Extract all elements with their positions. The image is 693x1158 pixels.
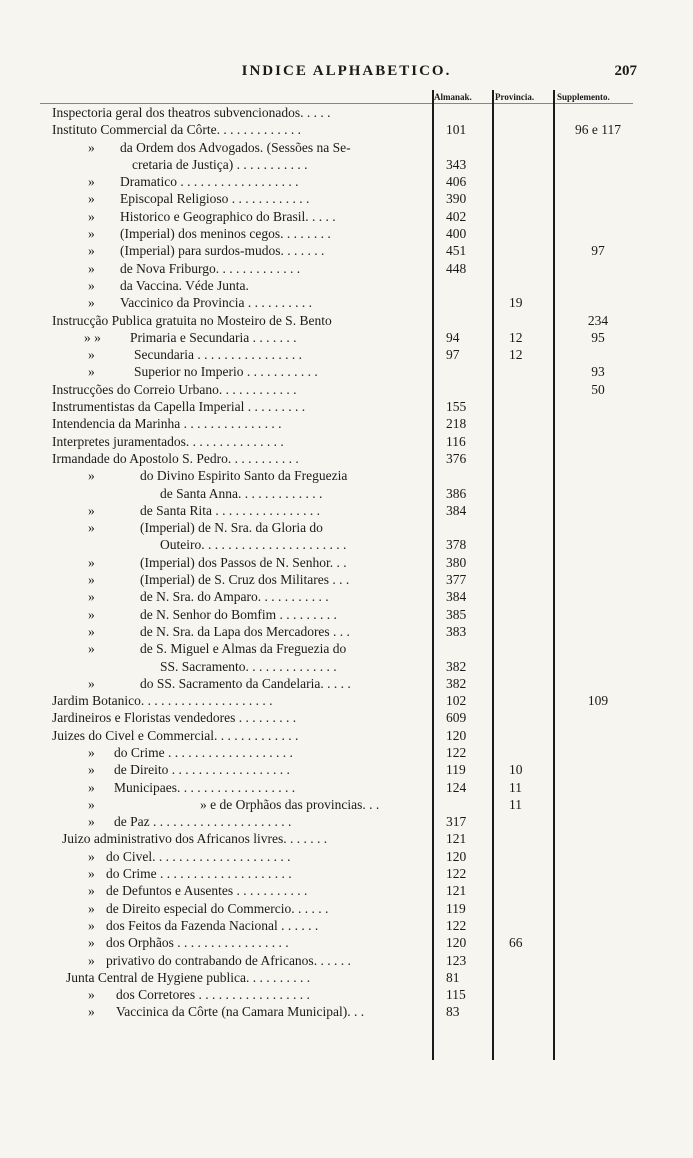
- entry-almanak-page: 386: [446, 485, 467, 501]
- entry-almanak-page: 121: [446, 831, 467, 847]
- entry-name: de N. Sra. da Lapa dos Mercadores . . .: [140, 623, 350, 639]
- entry-supplemento-page: 97: [591, 243, 605, 259]
- ditto-mark: »: [88, 675, 95, 691]
- entry-almanak-page: 451: [446, 243, 467, 259]
- index-entry: [0, 986, 693, 1003]
- ditto-mark: »: [88, 295, 95, 311]
- page-number: 207: [614, 63, 637, 79]
- entry-name: de Nova Friburgo. . . . . . . . . . . . .: [120, 260, 301, 276]
- entry-almanak-page: 83: [446, 1004, 460, 1020]
- entry-supplemento-page: 96 e 117: [575, 122, 621, 138]
- entry-almanak-page: 94: [446, 329, 460, 345]
- index-entry: [0, 588, 693, 605]
- index-entry: [0, 346, 693, 363]
- entry-name: Juizes do Civel e Commercial. . . . . . . . . . . . .: [52, 727, 299, 743]
- entry-provincia-page: 11: [509, 779, 522, 795]
- ditto-mark: »: [88, 866, 95, 882]
- ditto-mark: »: [88, 364, 95, 380]
- index-entry: [0, 830, 693, 847]
- entry-name: (Imperial) para surdos-mudos. . . . . . .: [120, 243, 325, 259]
- index-entry: [0, 1003, 693, 1020]
- entry-name: da Ordem dos Advogados. (Sessões na Se-: [120, 139, 351, 155]
- ditto-mark: »: [88, 641, 95, 657]
- entry-almanak-page: 122: [446, 744, 467, 760]
- index-entry: [0, 277, 693, 294]
- entry-almanak-page: 378: [446, 537, 467, 553]
- entry-name: dos Feitos da Fazenda Nacional . . . . . .: [106, 917, 319, 933]
- entry-provincia-page: 12: [509, 329, 523, 345]
- entry-name: de N. Sra. do Amparo. . . . . . . . . . .: [140, 589, 329, 605]
- ditto-mark: »: [88, 744, 95, 760]
- ditto-mark: »: [88, 554, 95, 570]
- index-entry: [0, 156, 693, 173]
- entry-almanak-page: 122: [446, 917, 467, 933]
- index-entry: [0, 848, 693, 865]
- index-entry: [0, 242, 693, 259]
- ditto-mark: »: [88, 502, 95, 518]
- index-entry: [0, 917, 693, 934]
- entry-name: Superior no Imperio . . . . . . . . . . .: [134, 364, 318, 380]
- entry-name: Jardim Botanico. . . . . . . . . . . . . . . . . . . .: [52, 693, 273, 709]
- index-entry: [0, 502, 693, 519]
- ditto-mark: »: [88, 572, 95, 588]
- entry-almanak-page: 123: [446, 952, 467, 968]
- entry-name: Irmandade do Apostolo S. Pedro. . . . . . . . . . .: [52, 450, 299, 466]
- ditto-mark: »: [88, 935, 95, 951]
- index-entry: [0, 485, 693, 502]
- ditto-mark: »: [88, 468, 95, 484]
- entry-almanak-page: 384: [446, 502, 467, 518]
- ditto-mark: »: [88, 606, 95, 622]
- ditto-mark: »: [88, 623, 95, 639]
- entry-almanak-page: 380: [446, 554, 467, 570]
- index-entry: [0, 865, 693, 882]
- index-entry: [0, 104, 693, 121]
- entry-name: cretaria de Justiça) . . . . . . . . . . .: [132, 156, 308, 172]
- ditto-mark: »: [88, 208, 95, 224]
- entry-name: de Santa Anna. . . . . . . . . . . . .: [160, 485, 323, 501]
- ditto-mark: »: [88, 987, 95, 1003]
- index-entry: [0, 761, 693, 778]
- index-entry: [0, 969, 693, 986]
- ditto-mark: »: [88, 900, 95, 916]
- ditto-mark: » »: [84, 329, 101, 345]
- entry-almanak-page: 122: [446, 866, 467, 882]
- index-entry: [0, 312, 693, 329]
- index-entry: [0, 415, 693, 432]
- index-entry: [0, 121, 693, 138]
- ditto-mark: »: [88, 762, 95, 778]
- index-entry: [0, 260, 693, 277]
- entry-almanak-page: 101: [446, 122, 467, 138]
- index-entry: [0, 658, 693, 675]
- index-entry: [0, 190, 693, 207]
- entry-name: Instituto Commercial da Côrte. . . . . . . . . . . . .: [52, 122, 301, 138]
- index-entry: [0, 225, 693, 242]
- ditto-mark: »: [88, 796, 95, 812]
- page-header: [0, 63, 693, 85]
- entry-name: (Imperial) de S. Cruz dos Militares . . .: [140, 572, 350, 588]
- ditto-mark: »: [88, 883, 95, 899]
- entry-name: Instrucção Publica gratuita no Mosteiro de S. Bento: [52, 312, 332, 328]
- entry-almanak-page: 382: [446, 675, 467, 691]
- entry-provincia-page: 12: [509, 347, 523, 363]
- index-entry: [0, 727, 693, 744]
- index-entry: [0, 398, 693, 415]
- entry-name: Municipaes. . . . . . . . . . . . . . . . . .: [114, 779, 296, 795]
- entry-almanak-page: 81: [446, 969, 460, 985]
- entry-name: do SS. Sacramento da Candelaria. . . . .: [140, 675, 351, 691]
- index-entry: [0, 623, 693, 640]
- ditto-mark: »: [88, 520, 95, 536]
- entry-almanak-page: 119: [446, 900, 466, 916]
- entry-name: de Paz . . . . . . . . . . . . . . . . . . . . .: [114, 814, 292, 830]
- index-entry: [0, 571, 693, 588]
- entry-almanak-page: 448: [446, 260, 467, 276]
- index-entry: [0, 692, 693, 709]
- ditto-mark: »: [88, 814, 95, 830]
- entry-name: Interpretes juramentados. . . . . . . . . . . . . . .: [52, 433, 284, 449]
- entry-almanak-page: 120: [446, 935, 467, 951]
- index-entry: [0, 519, 693, 536]
- index-entry: [0, 139, 693, 156]
- entry-almanak-page: 121: [446, 883, 467, 899]
- index-entry: [0, 208, 693, 225]
- column-header-supplemento: Supplemento.: [557, 92, 610, 102]
- ditto-mark: »: [88, 347, 95, 363]
- ditto-mark: »: [88, 260, 95, 276]
- index-entry: [0, 467, 693, 484]
- ditto-mark: »: [88, 589, 95, 605]
- entry-name: (Imperial) de N. Sra. da Gloria do: [140, 520, 323, 536]
- ditto-mark: »: [88, 191, 95, 207]
- entry-almanak-page: 218: [446, 416, 467, 432]
- entry-supplemento-page: 109: [587, 693, 609, 709]
- entry-almanak-page: 385: [446, 606, 467, 622]
- ditto-mark: »: [88, 952, 95, 968]
- entry-name: (Imperial) dos Passos de N. Senhor. . .: [140, 554, 347, 570]
- ditto-mark: »: [88, 139, 95, 155]
- index-entry: [0, 606, 693, 623]
- entry-name: Historico e Geographico do Brasil. . . . .: [120, 208, 336, 224]
- entry-supplemento-page: 50: [591, 381, 605, 397]
- index-entry: [0, 882, 693, 899]
- index-entry: [0, 796, 693, 813]
- entry-almanak-page: 102: [446, 693, 467, 709]
- ditto-mark: »: [88, 848, 95, 864]
- index-entry: [0, 952, 693, 969]
- entry-name: Instrucções do Correio Urbano. . . . . . . . . . . .: [52, 381, 297, 397]
- entry-name: dos Orphãos . . . . . . . . . . . . . . . . .: [106, 935, 289, 951]
- entry-name: Vaccinica da Côrte (na Camara Municipal). . .: [116, 1004, 365, 1020]
- entry-almanak-page: 120: [446, 848, 467, 864]
- entry-name: do Crime . . . . . . . . . . . . . . . . . . .: [114, 744, 293, 760]
- entry-almanak-page: 119: [446, 762, 466, 778]
- entry-supplemento-page: 234: [587, 312, 609, 328]
- entry-name: Inspectoria geral dos theatros subvencionados. . . . .: [52, 105, 331, 120]
- entry-almanak-page: 97: [446, 347, 460, 363]
- entry-name: » e de Orphãos das provincias. . .: [200, 796, 380, 812]
- entry-name: Outeiro. . . . . . . . . . . . . . . . . . . . . .: [160, 537, 347, 553]
- index-entry: [0, 900, 693, 917]
- index-entry: [0, 536, 693, 553]
- entry-almanak-page: 390: [446, 191, 467, 207]
- entry-almanak-page: 406: [446, 174, 467, 190]
- index-entry: [0, 173, 693, 190]
- entry-name: Jardineiros e Floristas vendedores . . . . . . . . .: [52, 710, 297, 726]
- column-header-almanak: Almanak.: [434, 92, 472, 102]
- entry-provincia-page: 19: [509, 295, 523, 311]
- entry-almanak-page: 383: [446, 623, 467, 639]
- entry-name: do Crime . . . . . . . . . . . . . . . . . . . .: [106, 866, 292, 882]
- entry-almanak-page: 402: [446, 208, 467, 224]
- entry-name: SS. Sacramento. . . . . . . . . . . . . .: [160, 658, 337, 674]
- entry-name: de Defuntos e Ausentes . . . . . . . . . . .: [106, 883, 308, 899]
- ditto-mark: »: [88, 779, 95, 795]
- index-entry: [0, 433, 693, 450]
- entry-name: Juizo administrativo dos Africanos livres. . . . . . .: [62, 831, 328, 847]
- entry-almanak-page: 155: [446, 399, 467, 415]
- entry-name: do Divino Espirito Santo da Freguezia: [140, 468, 348, 484]
- entry-almanak-page: 124: [446, 779, 467, 795]
- entry-almanak-page: 120: [446, 727, 467, 743]
- entry-name: Secundaria . . . . . . . . . . . . . . . .: [134, 347, 302, 363]
- entry-almanak-page: 376: [446, 450, 467, 466]
- index-entry: [0, 744, 693, 761]
- index-table: [0, 104, 693, 1021]
- entry-almanak-page: 382: [446, 658, 467, 674]
- index-entry: [0, 363, 693, 380]
- entry-name: Episcopal Religioso . . . . . . . . . . . .: [120, 191, 310, 207]
- entry-provincia-page: 10: [509, 762, 523, 778]
- index-entry: [0, 779, 693, 796]
- ditto-mark: »: [88, 174, 95, 190]
- entry-name: de Santa Rita . . . . . . . . . . . . . . . .: [140, 502, 320, 518]
- index-entry: [0, 450, 693, 467]
- entry-almanak-page: 384: [446, 589, 467, 605]
- entry-supplemento-page: 93: [591, 364, 605, 380]
- entry-provincia-page: 11: [509, 796, 522, 812]
- column-header-provincia: Provincia.: [495, 92, 535, 102]
- entry-almanak-page: 609: [446, 710, 467, 726]
- entry-name: de Direito especial do Commercio. . . . . .: [106, 900, 329, 916]
- entry-almanak-page: 377: [446, 572, 467, 588]
- entry-almanak-page: 116: [446, 433, 466, 449]
- index-entry: [0, 709, 693, 726]
- ditto-mark: »: [88, 243, 95, 259]
- entry-almanak-page: 400: [446, 226, 467, 242]
- entry-name: Dramatico . . . . . . . . . . . . . . . . . .: [120, 174, 299, 190]
- entry-name: Intendencia da Marinha . . . . . . . . . . . . . . .: [52, 416, 282, 432]
- index-entry: [0, 294, 693, 311]
- index-entry: [0, 640, 693, 657]
- index-entry: [0, 934, 693, 951]
- entry-name: do Civel. . . . . . . . . . . . . . . . . . . . .: [106, 848, 291, 864]
- ditto-mark: »: [88, 1004, 95, 1020]
- page-title: INDICE ALPHABETICO.: [241, 63, 452, 79]
- entry-name: privativo do contrabando de Africanos. . . . . .: [106, 952, 351, 968]
- entry-name: de N. Senhor do Bomfim . . . . . . . . .: [140, 606, 337, 622]
- entry-almanak-page: 317: [446, 814, 467, 830]
- entry-name: Junta Central de Hygiene publica. . . . . . . . . .: [66, 969, 311, 985]
- ditto-mark: »: [88, 226, 95, 242]
- entry-name: Instrumentistas da Capella Imperial . . . . . . . . .: [52, 399, 306, 415]
- index-entry: [0, 813, 693, 830]
- entry-name: de Direito . . . . . . . . . . . . . . . . . .: [114, 762, 290, 778]
- index-entry: [0, 675, 693, 692]
- entry-provincia-page: 66: [509, 935, 523, 951]
- entry-supplemento-page: 95: [591, 329, 605, 345]
- index-entry: [0, 329, 693, 346]
- entry-name: Primaria e Secundaria . . . . . . .: [130, 329, 297, 345]
- entry-name: da Vaccina. Véde Junta.: [120, 277, 249, 293]
- entry-name: dos Corretores . . . . . . . . . . . . . . . . .: [116, 987, 310, 1003]
- ditto-mark: »: [88, 917, 95, 933]
- index-entry: [0, 554, 693, 571]
- index-entry: [0, 381, 693, 398]
- entry-name: de S. Miguel e Almas da Freguezia do: [140, 641, 347, 657]
- entry-almanak-page: 343: [446, 156, 467, 172]
- ditto-mark: »: [88, 277, 95, 293]
- entry-almanak-page: 115: [446, 987, 466, 1003]
- entry-name: (Imperial) dos meninos cegos. . . . . . . .: [120, 226, 331, 242]
- entry-name: Vaccinico da Provincia . . . . . . . . . .: [120, 295, 312, 311]
